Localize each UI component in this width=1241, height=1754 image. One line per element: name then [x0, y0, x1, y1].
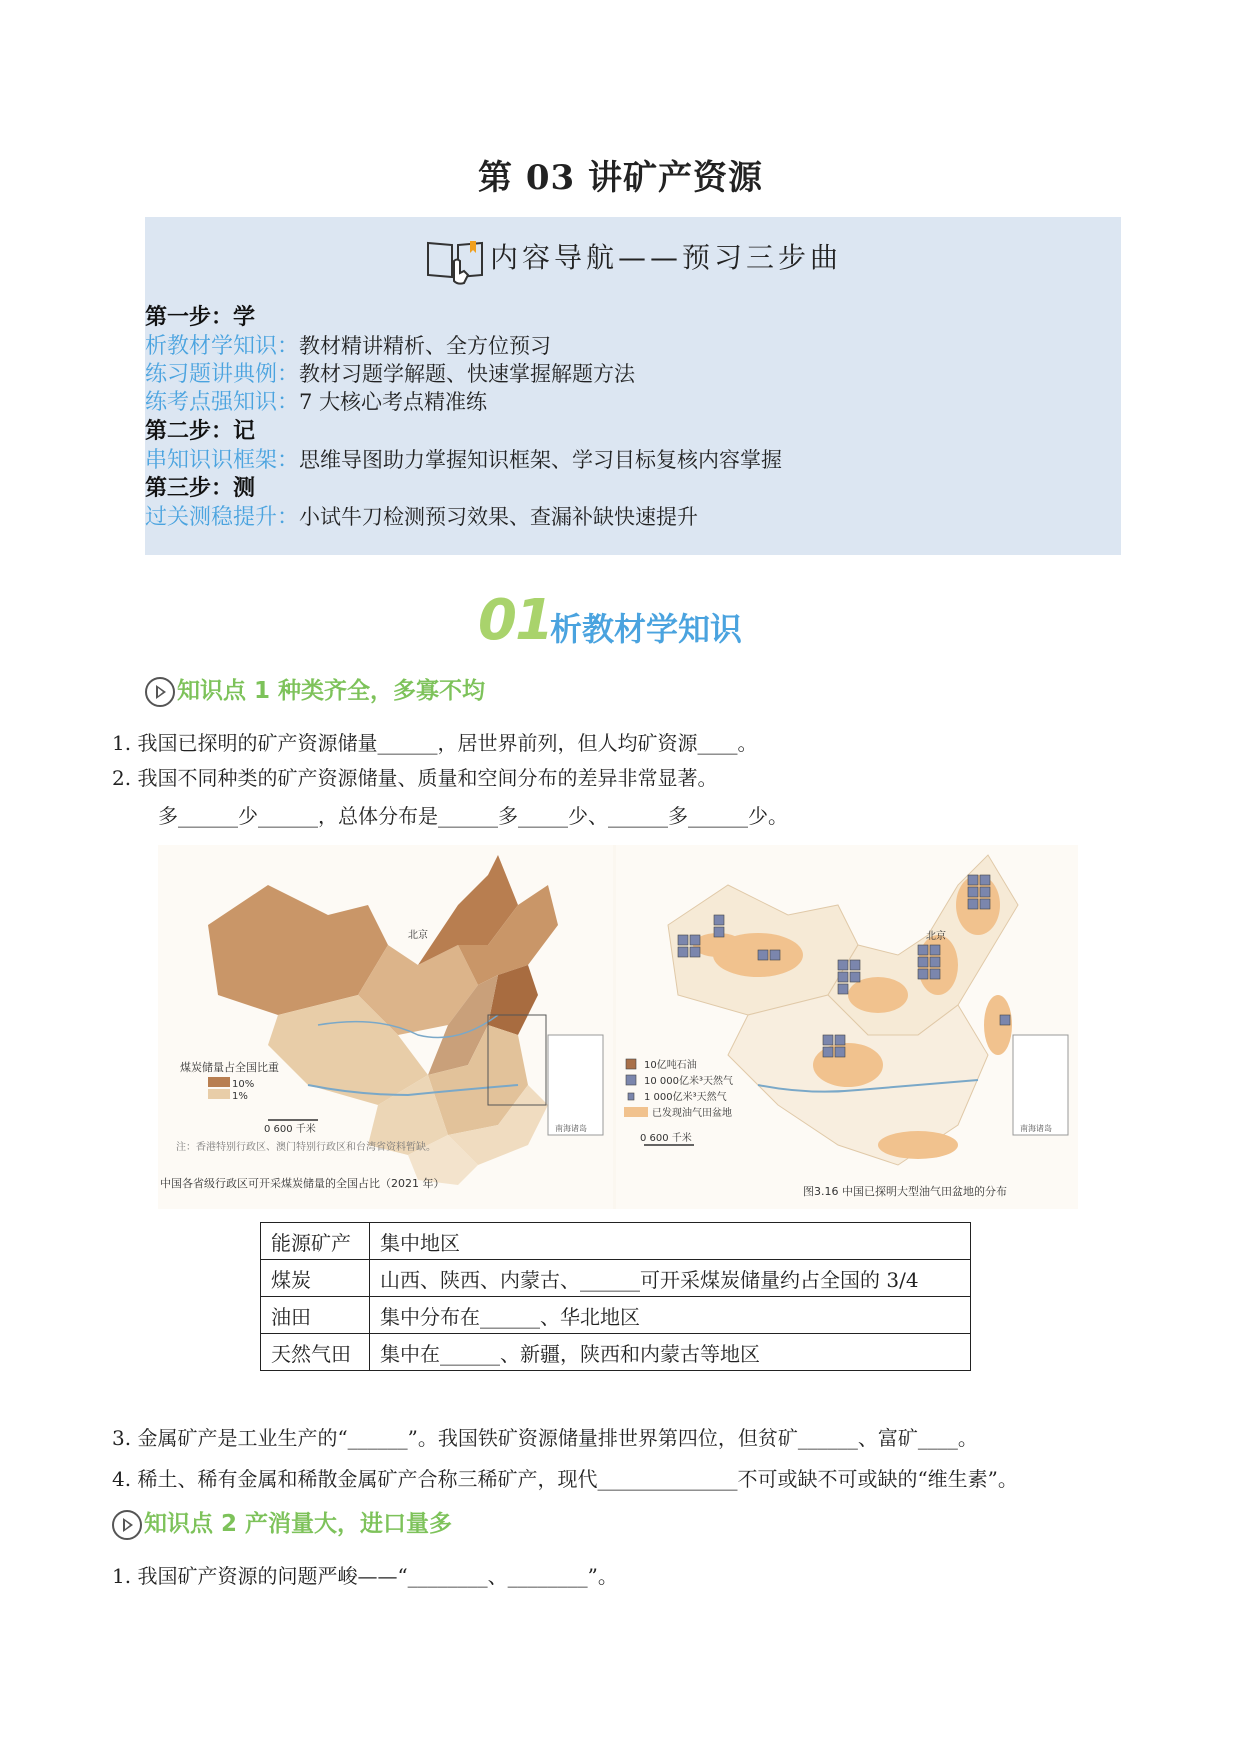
- table-row: [261, 1297, 971, 1334]
- left-map-caption: 中国各省级行政区可开采煤炭储量的全国占比（2021 年）: [160, 1177, 445, 1190]
- table-cell: 集中分布在______、华北地区: [370, 1297, 971, 1334]
- table-row: [261, 1334, 971, 1371]
- nav-row-value: 教材习题学解题、快速掌握解题方法: [299, 362, 636, 386]
- step3-label: 第三步：测: [145, 476, 256, 501]
- arrow-circle-icon: [145, 677, 175, 707]
- left-legend-title: 煤炭储量占全国比重: [180, 1061, 279, 1074]
- nav-row-key: 串知识识框架：: [145, 448, 300, 473]
- line-6: 1. 我国矿产资源的问题严峻——“________、________”。: [112, 1564, 618, 1588]
- table-row: [261, 1223, 971, 1260]
- nav-row-value: 7 大核心考点精准练: [299, 390, 488, 414]
- right-map-city: 北京: [926, 931, 946, 942]
- left-map-note: 注：香港特别行政区、澳门特别行政区和台湾省资料暂缺。: [176, 1142, 436, 1153]
- left-scale-label: 0 600 千米: [264, 1124, 316, 1135]
- china-maps: [158, 845, 1078, 1209]
- table-cell: 集中地区: [370, 1223, 971, 1260]
- right-inset-label: 南海诸岛: [1020, 1124, 1052, 1133]
- maps-figure: [158, 845, 1078, 1209]
- step1-label: 第一步：学: [145, 305, 256, 330]
- nav-row-1: [145, 329, 551, 360]
- left-map-city: 北京: [408, 930, 428, 941]
- left-legend-b: 1%: [232, 1091, 248, 1102]
- nav-row-key: 练习题讲典例：: [145, 362, 300, 387]
- left-legend-swatch-b: [208, 1089, 230, 1099]
- knowledge-point-2-text: 知识点 2 产消量大，进口量多: [144, 1511, 453, 1537]
- knowledge-point-1-text: 知识点 1 种类齐全，多寡不均: [177, 678, 486, 704]
- nav-row-2: [145, 357, 635, 388]
- table-cell: 能源矿产: [261, 1223, 370, 1260]
- right-legend-swatch-1: [626, 1059, 636, 1069]
- table-cell: 集中在______、新疆，陕西和内蒙古等地区: [370, 1334, 971, 1371]
- book-hand-icon: [424, 231, 486, 287]
- nav-row-4: [145, 443, 782, 474]
- right-legend-3: 1 000亿米³天然气: [644, 1092, 727, 1103]
- table-row: [261, 1260, 971, 1297]
- nav-row-key: 析教材学知识：: [145, 334, 300, 359]
- nav-row-3: [145, 385, 487, 416]
- section-number: 01: [478, 588, 552, 653]
- nav-row-value: 思维导图助力掌握知识框架、学习目标复核内容掌握: [299, 448, 783, 472]
- line-4: 3. 金属矿产是工业生产的“______”。我国铁矿资源储量排世界第四位，但贫矿______、富矿____。: [112, 1426, 978, 1450]
- nav-row-value: 教材精讲精析、全方位预习: [299, 334, 552, 358]
- left-inset-label: 南海诸岛: [555, 1124, 587, 1133]
- left-legend-a: 10%: [232, 1079, 255, 1090]
- line-3: 多______少______，总体分布是______多_____少、______多______少。: [158, 804, 788, 828]
- arrow-circle-icon: [112, 1510, 142, 1540]
- left-legend-swatch-a: [208, 1077, 230, 1087]
- left-inset-box: [548, 1035, 603, 1135]
- right-legend-swatch-4: [624, 1107, 648, 1117]
- nav-row-5: [145, 500, 698, 531]
- right-legend-swatch-3: [628, 1093, 634, 1100]
- nav-row-key: 过关测稳提升：: [145, 505, 300, 530]
- nav-row-key: 练考点强知识：: [145, 390, 300, 415]
- right-scale-label: 0 600 千米: [640, 1133, 692, 1144]
- right-map-caption: 图3.16 中国已探明大型油气田盆地的分布: [803, 1185, 1007, 1198]
- knowledge-point-2: [112, 1505, 452, 1540]
- nav-heading: [145, 231, 1121, 287]
- right-legend-1: 10亿吨石油: [644, 1060, 697, 1071]
- table-cell: 天然气田: [261, 1334, 370, 1371]
- right-legend-4: 已发现油气田盆地: [652, 1108, 732, 1119]
- line-2: 2. 我国不同种类的矿产资源储量、质量和空间分布的差异非常显著。: [112, 766, 718, 790]
- page-title: 第 03 讲矿产资源: [478, 158, 763, 198]
- energy-minerals-table: [260, 1222, 971, 1371]
- line-5: 4. 稀土、稀有金属和稀散金属矿产合称三稀矿产，现代______________不可或缺不可或缺的“维生素”。: [112, 1467, 1018, 1491]
- knowledge-point-1: [145, 672, 485, 707]
- right-legend-2: 10 000亿米³天然气: [644, 1076, 733, 1087]
- right-legend-swatch-2: [626, 1075, 636, 1085]
- table-cell: 煤炭: [261, 1260, 370, 1297]
- table-cell: 油田: [261, 1297, 370, 1334]
- section-title: 析教材学知识: [550, 610, 743, 648]
- step2-label: 第二步：记: [145, 419, 256, 444]
- table-cell: 山西、陕西、内蒙古、______可开采煤炭储量约占全国的 3/4: [370, 1260, 971, 1297]
- nav-heading-text: 内容导航——预习三步曲: [489, 241, 842, 274]
- nav-row-value: 小试牛刀检测预习效果、查漏补缺快速提升: [299, 505, 699, 529]
- line-1: 1. 我国已探明的矿产资源储量______，居世界前列，但人均矿资源____。: [112, 731, 758, 755]
- right-inset-box: [1013, 1035, 1068, 1135]
